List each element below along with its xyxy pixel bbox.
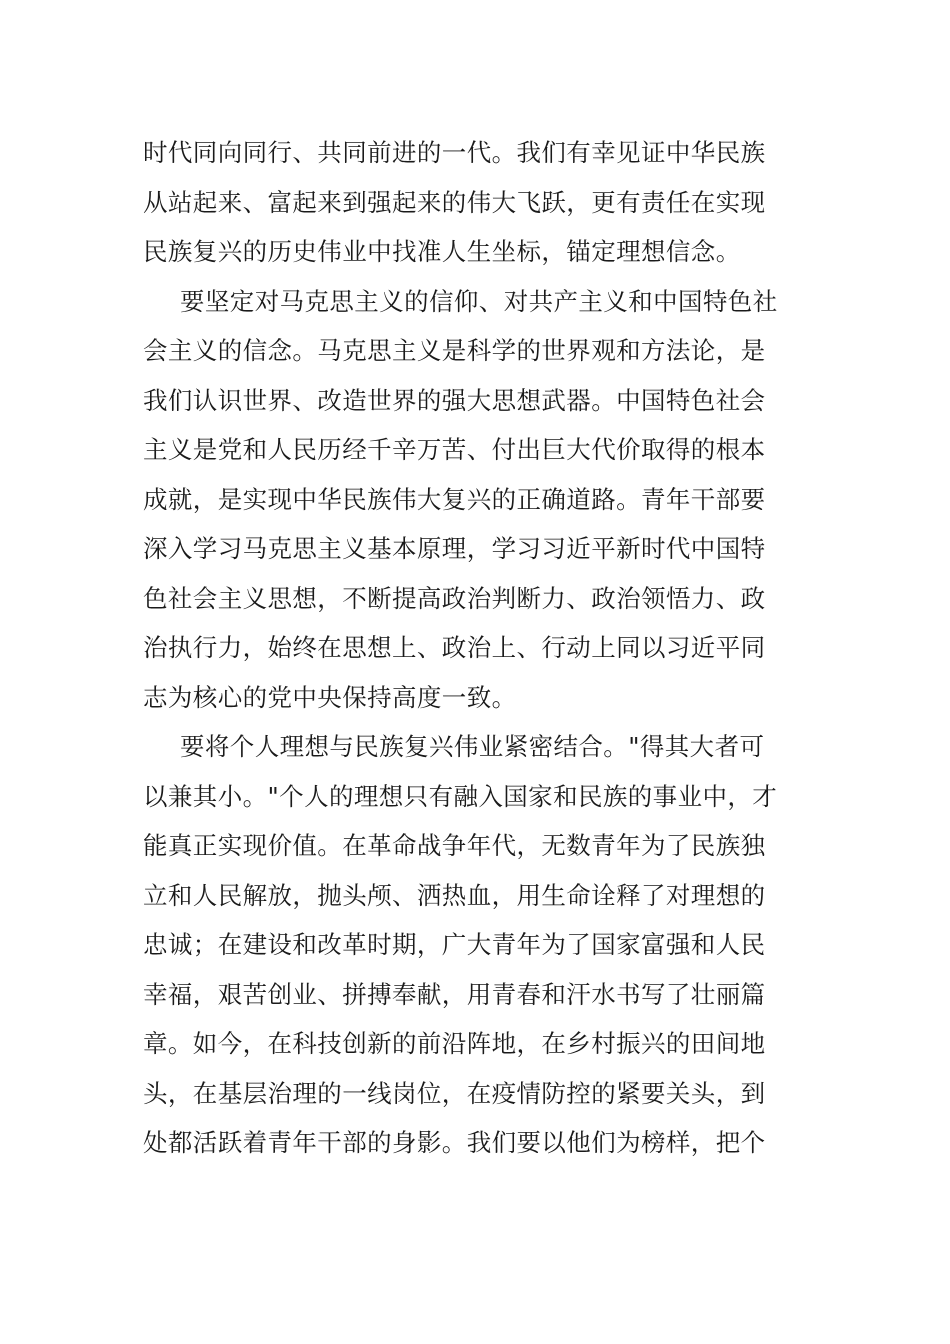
text-line: 会主义的信念。马克思主义是科学的世界观和方法论，是 xyxy=(143,336,766,365)
text-line: 志为核心的党中央保持高度一致。 xyxy=(143,682,517,712)
text-line: 色社会主义思想，不断提高政治判断力、政治领悟力、政 xyxy=(143,583,766,613)
text-line: 忠诚；在建设和改革时期，广大青年为了国家富强和人民 xyxy=(143,930,766,959)
text-line: 以兼其小。"个人的理想只有融入国家和民族的事业中，才 xyxy=(143,781,778,811)
text-line: 治执行力，始终在思想上、政治上、行动上同以习近平同 xyxy=(143,633,766,662)
text-line: 能真正实现价值。在革命战争年代，无数青年为了民族独 xyxy=(143,831,766,860)
text-line: 深入学习马克思主义基本原理，学习习近平新时代中国特 xyxy=(143,534,766,563)
document-body xyxy=(143,128,823,1168)
text-line: 头，在基层治理的一线岗位，在疫情防控的紧要关头，到 xyxy=(143,1078,766,1108)
text-line: 我们认识世界、改造世界的强大思想武器。中国特色社会 xyxy=(143,385,766,415)
text-line: 时代同向同行、共同前进的一代。我们有幸见证中华民族 xyxy=(143,138,766,167)
text-line: 主义是党和人民历经千辛万苦、付出巨大代价取得的根本 xyxy=(143,435,766,464)
text-line: 处都活跃着青年干部的身影。我们要以他们为榜样，把个 xyxy=(143,1128,766,1157)
text-line: 民族复兴的历史伟业中找准人生坐标，锚定理想信念。 xyxy=(143,237,741,266)
text-line: 幸福，艰苦创业、拼搏奉献，用青春和汗水书写了壮丽篇 xyxy=(143,979,766,1009)
paragraph-start-line: 要将个人理想与民族复兴伟业紧密结合。"得其大者可 xyxy=(180,732,765,761)
text-line: 成就，是实现中华民族伟大复兴的正确道路。青年干部要 xyxy=(143,484,766,514)
text-line: 章。如今，在科技创新的前沿阵地，在乡村振兴的田间地 xyxy=(143,1029,766,1058)
text-line: 从站起来、富起来到强起来的伟大飞跃，更有责任在实现 xyxy=(143,187,766,217)
paragraph-start-line: 要坚定对马克思主义的信仰、对共产主义和中国特色社 xyxy=(180,286,778,316)
text-line: 立和人民解放，抛头颅、洒热血，用生命诠释了对理想的 xyxy=(143,880,766,910)
